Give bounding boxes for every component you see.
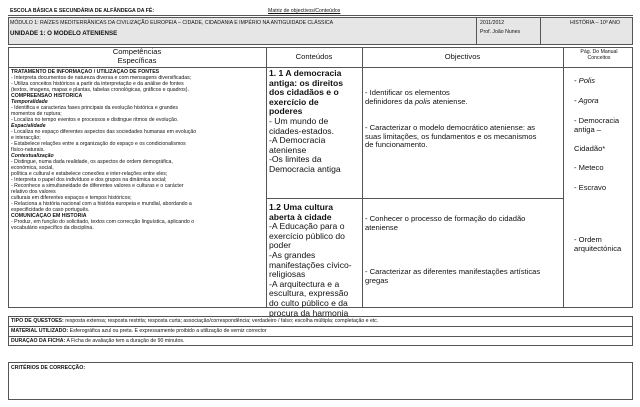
- content-item-line: Democracia antiga: [269, 164, 341, 174]
- content-title-line: exercício de: [269, 97, 319, 107]
- material-row: [11, 328, 631, 334]
- competencia-line: - Produz, em função do solicitado, textos com correcção linguística, aplicando o: [11, 219, 195, 225]
- concept-ordem: - Ordem: [574, 235, 602, 244]
- competencia-line: vocabulário específico da disciplina.: [11, 225, 94, 231]
- competencia-line: Temporalidade: [11, 99, 48, 105]
- competencia-line: - Localiza no tempo eventos e processos e distingue ritmos de evolução.: [11, 117, 179, 123]
- competencia-line: COMPREENSÃO HISTÓRICA: [11, 93, 83, 99]
- content-item-line: manifestações cívico-: [269, 260, 352, 270]
- competencia-line: momentos de ruptura;: [11, 111, 62, 117]
- concept-meteco: - Meteco: [574, 163, 604, 172]
- subject-label: HISTÓRIA – 10º ANO: [570, 20, 621, 26]
- objective-line: ateniense: [365, 223, 398, 232]
- competencia-line: TRATAMENTO DE INFORMAÇÃO / UTILIZAÇÃO DE FONTES: [11, 69, 160, 75]
- competencia-line: culturais em diferentes espaços e tempos históricos;: [11, 195, 132, 201]
- competencia-line: e interacção;: [11, 135, 41, 141]
- content-item-line: religiosas: [269, 270, 306, 280]
- content-items-1: [269, 117, 361, 175]
- content-title-line: antiga: os direitos: [269, 78, 344, 88]
- content-block-1: [269, 69, 361, 175]
- competencia-line: Contextualização: [11, 153, 54, 159]
- column-header-objectivos: Objectivos: [444, 52, 481, 61]
- concept-arquitectonica: arquitectónica: [574, 244, 622, 253]
- competencias-list: [11, 69, 264, 231]
- content-title-2: [269, 203, 361, 222]
- objective-line: de funcionamento.: [365, 141, 428, 150]
- content-title-line: aberta à cidade: [269, 212, 332, 222]
- column-header-pag-manual: Pág. Do Manual Conceitos: [580, 49, 618, 61]
- duracao-row: [11, 338, 631, 344]
- objective-3: [365, 215, 561, 232]
- unit-title: UNIDADE 1: O MODELO ATENIENSE: [10, 30, 118, 37]
- content-item-line: escultura, expressão: [269, 289, 349, 299]
- column-header-conteudos: Conteúdos: [295, 52, 333, 61]
- content-items-2: [269, 222, 361, 318]
- content-item-line: -A Educação para o: [269, 222, 345, 232]
- concept-polis: - Polis: [574, 76, 596, 85]
- competencia-line: - Distingue, numa dada realidade, os aspectos de ordem demográfica,: [11, 159, 173, 165]
- content-title-line: 1. 1 A democracia: [269, 69, 342, 78]
- material-label: MATERIAL UTILIZADO:: [11, 328, 69, 334]
- competencia-line: COMUNICAÇÃO EM HISTÓRIA: [11, 213, 87, 219]
- content-block-2: [269, 203, 361, 318]
- header-rule: [8, 15, 633, 16]
- tipo-questoes-text: resposta extensa; resposta restrita; resposta curta; associação/correspondência; verdadeiro / falso; escolha múltipla; completação e etc.: [65, 318, 379, 324]
- module-title: MÓDULO 1: RAÍZES MEDITERRÂNICAS DA CIVILIZAÇÃO EUROPEIA – CIDADE, CIDADANIA E IMPÉRIO NA ANTIGUIDADE CLÁSSICA: [10, 20, 334, 26]
- competencia-line: - Interpreta o papel dos indivíduos e dos grupos na dinâmica social;: [11, 177, 167, 183]
- content-title-line: dos cidadãos e o: [269, 88, 339, 98]
- document-title: Matriz de objectivos/Conteúdos: [268, 8, 341, 14]
- concept-democracia-2: antiga –: [574, 125, 602, 134]
- concept-agora: - Agora: [574, 96, 599, 105]
- objective-line: suas limitações, os fundamentos e os mecanismos: [365, 132, 537, 141]
- concept-cidadao: Cidadão*: [574, 144, 606, 153]
- content-item-line: -Os limites da: [269, 155, 322, 165]
- tipo-questoes-row: [11, 318, 631, 324]
- content-item-line: -A arquitectura e a: [269, 279, 340, 289]
- concept-democracia: - Democracia: [574, 116, 620, 125]
- objective-1: [365, 89, 561, 106]
- competencia-line: política e cultural e estabelece conexões e inter-relações entre eles;: [11, 171, 168, 177]
- objective-line: gregas: [365, 276, 389, 285]
- content-item-line: -A Democracia: [269, 136, 326, 146]
- objective-4: [365, 268, 561, 285]
- content-item-line: cidades-estados.: [269, 126, 334, 136]
- material-text: Esferográfica azul ou preta. É expressamente proibido a utilização de verniz corrector: [69, 328, 267, 334]
- school-name: ESCOLA BÁSICA E SECUNDÁRIA DE ALFÂNDEGA DA FÉ:: [10, 8, 155, 14]
- content-title-1: [269, 69, 361, 117]
- objective-line: - Conhecer o processo de formação do cidadão: [365, 215, 526, 223]
- duracao-label: DURAÇÃO DA FICHA:: [11, 338, 66, 344]
- content-item-line: - Um mundo de: [269, 116, 329, 126]
- objective-2: [365, 124, 561, 150]
- duracao-text: A Ficha de avaliação tem a duração de 90 minutos.: [66, 338, 185, 344]
- competencia-line: - Estabelece relações entre a organização do espaço e os condicionalismos: [11, 141, 186, 147]
- competencia-line: - Relaciona a história nacional com a história europeia e mundial, abordando a: [11, 201, 192, 207]
- content-item-line: procura da harmonia: [269, 308, 349, 318]
- competencia-line: - Utiliza conceitos históricos a partir da interpretação e da análise de fontes: [11, 81, 184, 87]
- tipo-questoes-label: TIPO DE QUESTÕES:: [11, 318, 64, 324]
- competencia-line: - Interpreta documentos de natureza diversa e com mensagens diversificadas;: [11, 75, 192, 81]
- competencia-line: especificidade do caso português.: [11, 207, 90, 213]
- competencia-line: Espacialidade: [11, 123, 46, 129]
- school-year: 2011/2012: [480, 20, 505, 26]
- content-item-line: do culto público e da: [269, 298, 348, 308]
- objective-line: - Caracterizar o modelo democrático ateniense: as: [365, 124, 536, 132]
- objective-line: - Identificar os elementos: [365, 89, 450, 97]
- column-header-competencias: Competências Específicas: [112, 47, 162, 65]
- competencia-line: físico-naturais.: [11, 147, 45, 153]
- teacher-name: Prof. João Nunes: [480, 29, 521, 35]
- content-title-line: poderes: [269, 107, 303, 117]
- content-item-line: poder: [269, 241, 291, 251]
- competencia-line: relativo dos valores: [11, 189, 56, 195]
- concept-escravo: - Escravo: [574, 183, 607, 192]
- competencia-line: (textos, imagens, mapas e plantas, tabelas cronológicas, gráficos e quadros).: [11, 87, 189, 93]
- content-item-line: ateniense: [269, 145, 307, 155]
- competencia-line: económica, social,: [11, 165, 54, 171]
- objective-line: definidores da polis ateniense.: [365, 97, 468, 106]
- competencia-line: - Reconhece a simultaneidade de diferentes valores e culturas e o carácter: [11, 183, 184, 189]
- competencia-line: - Identifica e caracteriza fases principais da evolução histórica e grandes: [11, 105, 178, 111]
- content-title-line: 1.2 Uma cultura: [269, 203, 333, 212]
- criterios-box: [8, 362, 633, 400]
- content-item-line: -As grandes: [269, 250, 316, 260]
- content-item-line: exercício público do: [269, 231, 345, 241]
- objective-line: - Caracterizar as diferentes manifestações artísticas: [365, 268, 541, 276]
- criterios-label: CRITÉRIOS DE CORRECÇÃO:: [11, 365, 86, 371]
- competencia-line: - Localiza no espaço diferentes aspectos das sociedades humanas em evolução: [11, 129, 197, 135]
